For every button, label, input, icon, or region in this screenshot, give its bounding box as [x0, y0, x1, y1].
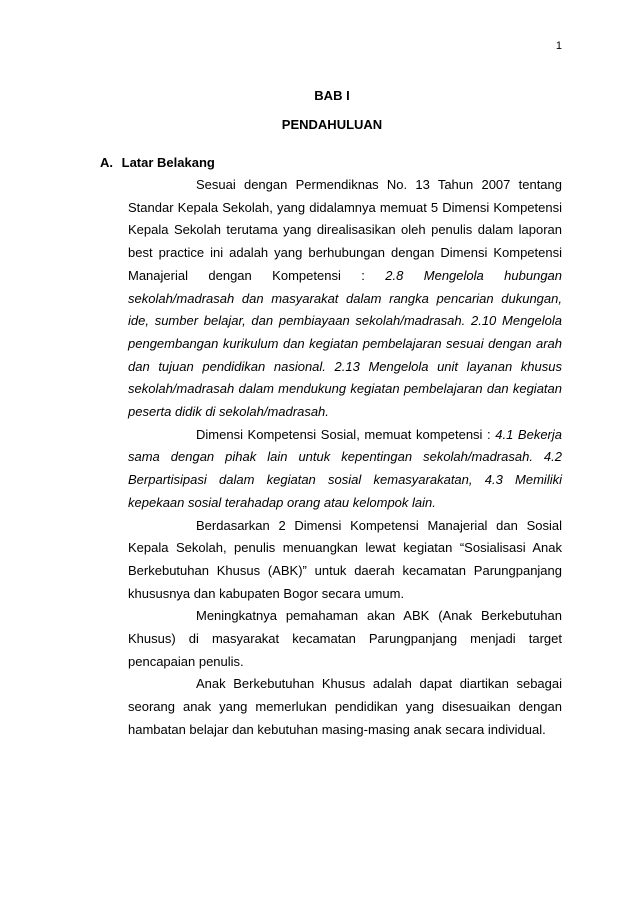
- paragraph: [128, 515, 562, 606]
- paragraph-text: Anak Berkebutuhan Khusus adalah dapat diartikan sebagai seorang anak yang memerlukan pendidikan yang disesuaikan dengan hambatan belajar dan kebutuhan masing-masing anak secara individual.: [128, 676, 562, 737]
- paragraph-text: Meningkatnya pemahaman akan ABK (Anak Berkebutuhan Khusus) di masyarakat kecamatan Parungpanjang menjadi target pencapaian penulis.: [128, 608, 562, 669]
- paragraph: [128, 174, 562, 424]
- section-title: Latar Belakang: [121, 155, 215, 170]
- page-number: 1: [555, 40, 562, 52]
- chapter-label: BAB I: [314, 88, 350, 103]
- paragraph-italic-text: 4.1 Bekerja sama dengan pihak lain untuk kepentingan sekolah/madrasah. 4.2 Berpartisipasi dalam kegiatan sosial kemasyarakatan, 4.3 Memiliki kepekaan sosial terahadap orang atau kelompok lain.: [128, 426, 562, 510]
- paragraph-text: Dimensi Kompetensi Sosial, memuat kompetensi :: [196, 426, 496, 442]
- paragraph-italic-text: 2.8 Mengelola hubungan sekolah/madrasah dan masyarakat dalam rangka pencarian dukungan, ide, sumber belajar, dan pembiayaan sekolah/madrasah. 2.10 Mengelola pengembangan kurikulum dan kegiatan pembelajaran sesuai dengan arah dan tujuan pendidikan nasional. 2.13 Mengelola unit layanan khusus sekolah/madrasah dalam mendukung kegiatan pembelajaran dan kegiatan peserta didik di sekolah/madrasah.: [128, 267, 563, 420]
- paragraph: [128, 605, 562, 673]
- paragraph-text: Sesuai dengan Permendiknas No. 13 Tahun 2007 tentang Standar Kepala Sekolah, yang didalamnya memuat 5 Dimensi Kompetensi Kepala Sekolah terutama yang direalisasikan oleh penulis dalam laporan best practice ini adalah yang berhubungan dengan Dimensi Kompetensi Manajerial dengan Kompetensi :: [128, 177, 562, 283]
- section-number: A.: [100, 155, 113, 170]
- paragraph: [128, 673, 562, 741]
- chapter-title: PENDAHULUAN: [281, 117, 383, 132]
- section-heading: [100, 155, 215, 170]
- paragraph: [128, 424, 562, 515]
- paragraph-text: Berdasarkan 2 Dimensi Kompetensi Manajerial dan Sosial Kepala Sekolah, penulis menuangkan lewat kegiatan “Sosialisasi Anak Berkebutuhan Khusus (ABK)” untuk daerah kecamatan Parungpanjang khususnya dan kabupaten Bogor secara umum.: [128, 517, 562, 601]
- body-text: [128, 174, 562, 742]
